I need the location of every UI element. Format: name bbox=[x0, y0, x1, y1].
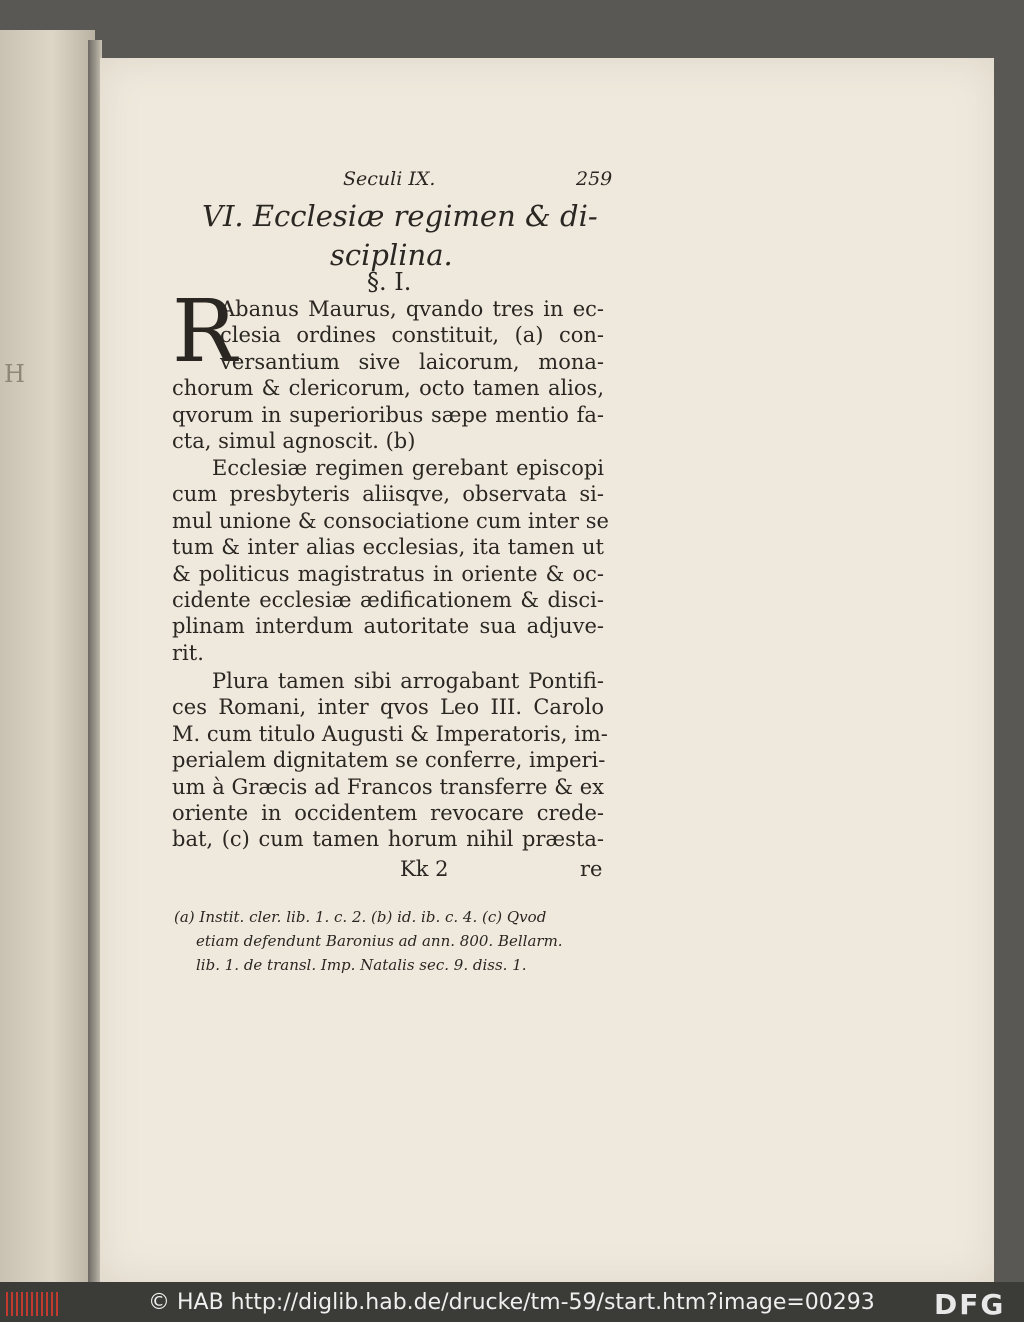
bleed-through-text: H bbox=[4, 360, 25, 388]
text-line: versantium sive laicorum, mona- bbox=[220, 349, 604, 374]
text-line: M. cum titulo Augusti & Imperatoris, im- bbox=[172, 721, 608, 746]
text-line: qvorum in superioribus sæpe mentio fa- bbox=[172, 402, 604, 427]
hab-logo-icon bbox=[6, 1292, 58, 1316]
text-line: & politicus magistratus in oriente & oc- bbox=[172, 561, 604, 586]
text-line: cidente ecclesiæ ædificationem & disci- bbox=[172, 587, 604, 612]
paragraph-3 bbox=[172, 668, 608, 853]
paragraph-2 bbox=[172, 455, 609, 666]
footnote-line: etiam defendunt Baronius ad ann. 800. Bellarm. bbox=[196, 932, 563, 950]
text-line: mul unione & consociatione cum inter se bbox=[172, 508, 609, 533]
text-line: um à Græcis ad Francos transferre & ex bbox=[172, 774, 604, 799]
text-line: Abanus Maurus, qvando tres in ec- bbox=[220, 297, 604, 321]
text-line: Ecclesiæ regimen gerebant episcopi bbox=[212, 456, 604, 480]
copyright-link[interactable]: © HAB http://diglib.hab.de/drucke/tm-59/start.htm?image=00293 bbox=[148, 1290, 875, 1315]
catchword: re bbox=[580, 857, 603, 881]
paragraph-1 bbox=[172, 296, 604, 454]
text-line: rit. bbox=[172, 640, 204, 665]
chapter-title-line-2: sciplina. bbox=[330, 238, 453, 272]
text-line: cum presbyteris aliisqve, observata si- bbox=[172, 482, 604, 507]
text-line: chorum & clericorum, octo tamen alios, bbox=[172, 376, 604, 401]
section-mark: §. I. bbox=[367, 268, 412, 296]
text-line: cta, simul agnoscit. (b) bbox=[172, 428, 416, 453]
drop-capital: R bbox=[172, 282, 237, 382]
text-line: oriente in occidentem revocare crede- bbox=[172, 800, 604, 825]
footnote-line: (a) Instit. cler. lib. 1. c. 2. (b) id. ib. c. 4. (c) Qvod bbox=[174, 908, 547, 926]
facing-page-edge bbox=[0, 30, 95, 1282]
footnote-line: lib. 1. de transl. Imp. Natalis sec. 9. diss. 1. bbox=[196, 956, 527, 974]
text-line: tum & inter alias ecclesias, ita tamen ut bbox=[172, 535, 604, 560]
viewer-footer bbox=[0, 1282, 1024, 1322]
text-line: plinam interdum autoritate sua adjuve- bbox=[172, 614, 604, 639]
dfg-logo: DFG bbox=[934, 1288, 1006, 1321]
text-line: ces Romani, inter qvos Leo III. Carolo bbox=[172, 695, 604, 720]
text-line: clesia ordines constituit, (a) con- bbox=[220, 323, 604, 348]
signature-mark: Kk 2 bbox=[400, 857, 449, 881]
text-line: perialem dignitatem se conferre, imperi- bbox=[172, 748, 606, 773]
page-number: 259 bbox=[576, 168, 613, 190]
running-head: Seculi IX. bbox=[343, 168, 436, 190]
text-line: bat, (c) cum tamen horum nihil præsta- bbox=[172, 827, 604, 852]
footnotes bbox=[174, 905, 614, 977]
text-line: Plura tamen sibi arrogabant Pontifi- bbox=[212, 669, 604, 693]
chapter-title-line-1: VI. Ecclesiæ regimen & di- bbox=[202, 199, 598, 233]
